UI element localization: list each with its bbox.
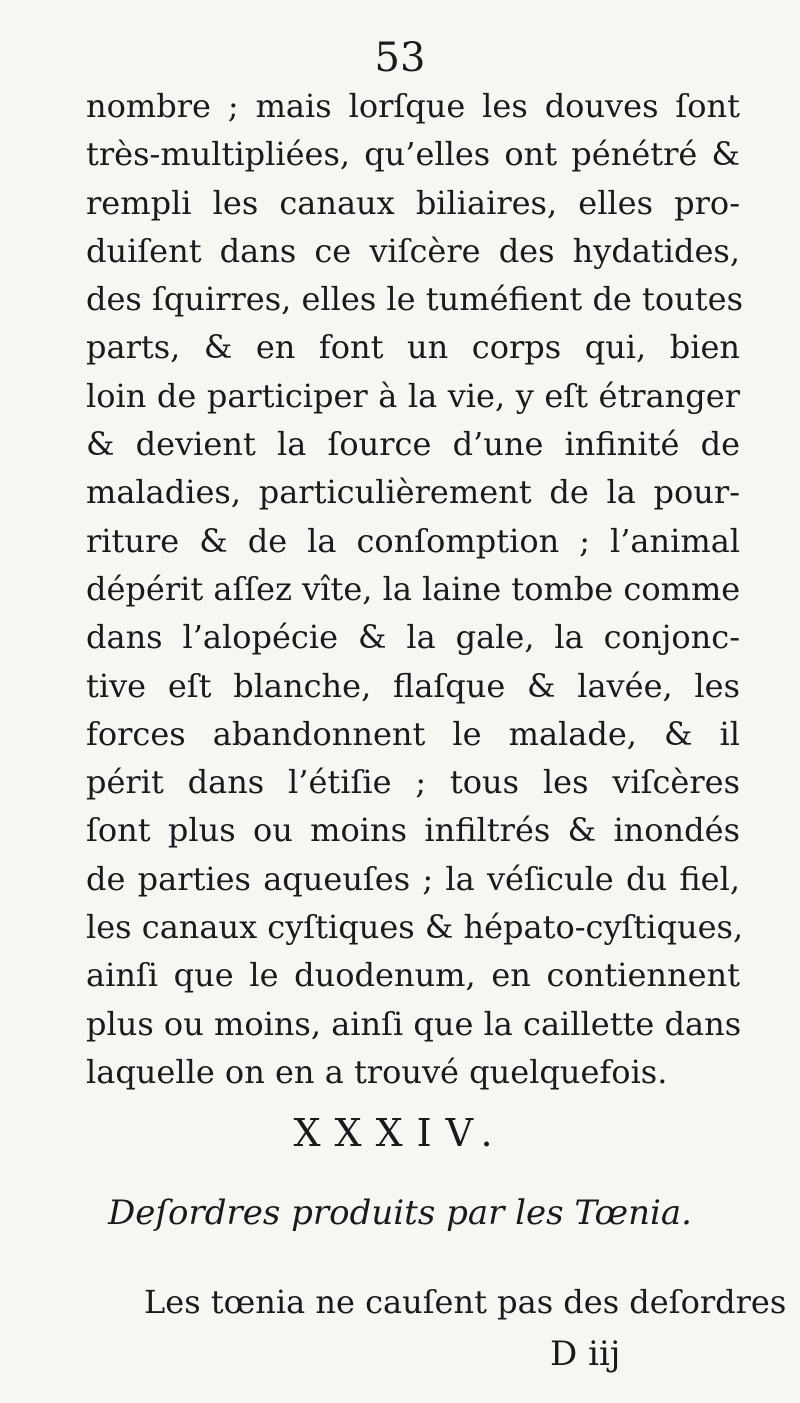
text-line: dans l’alopécie & la gale, la conjonc- <box>86 618 740 657</box>
text-line: périt dans l’étiſie ; tous les viſcères <box>86 763 740 802</box>
text-line: & devient la ſource d’une infinité de <box>86 425 740 464</box>
text-line: laquelle on en a trouvé quelquefois. <box>86 1052 668 1091</box>
section-number: XXXIV. <box>293 1111 507 1155</box>
text-line: de parties aqueuſes ; la véſicule du fiel, <box>86 859 740 898</box>
text-line: dépérit aſſez vîte, la laine tombe comme <box>86 569 741 608</box>
next-paragraph-line: Les tœnia ne cauſent pas des deſordres <box>144 1283 787 1321</box>
page-number: 53 <box>374 35 426 81</box>
text-line: tive eſt blanche, flaſque & lavée, les <box>86 666 740 705</box>
section-title: Deſordres produits par les Tœnia. <box>108 1193 692 1233</box>
text-line: nombre ; mais lorſque les douves ſont <box>86 87 740 125</box>
text-line: maladies, particulièrement de la pour- <box>86 473 740 512</box>
text-line: rempli les canaux biliaires, elles pro- <box>86 183 740 222</box>
text-line: riture & de la conſomption ; l’animal <box>86 521 740 560</box>
text-line: forces abandonnent le malade, & il <box>86 714 740 753</box>
text-line: loin de participer à la vie, y eſt étranger <box>86 376 740 415</box>
text-line: des ſquirres, elles le tuméfient de toutes <box>86 280 743 319</box>
text-line: ſont plus ou moins infiltrés & inondés <box>86 811 740 850</box>
body-text <box>86 82 744 1096</box>
text-line: duiſent dans ce viſcère des hydatides, <box>86 231 740 270</box>
text-line: les canaux cyſtiques & hépato-cyſtiques, <box>86 908 744 947</box>
signature-mark: D iij <box>550 1334 621 1374</box>
text-line: ainſi que le duodenum, en contiennent <box>86 956 740 995</box>
text-line: plus ou moins, ainſi que la caillette dans <box>86 1004 742 1043</box>
text-line: parts, & en font un corps qui, bien <box>86 328 740 367</box>
text-line: très-multipliées, qu’elles ont pénétré & <box>86 135 740 174</box>
